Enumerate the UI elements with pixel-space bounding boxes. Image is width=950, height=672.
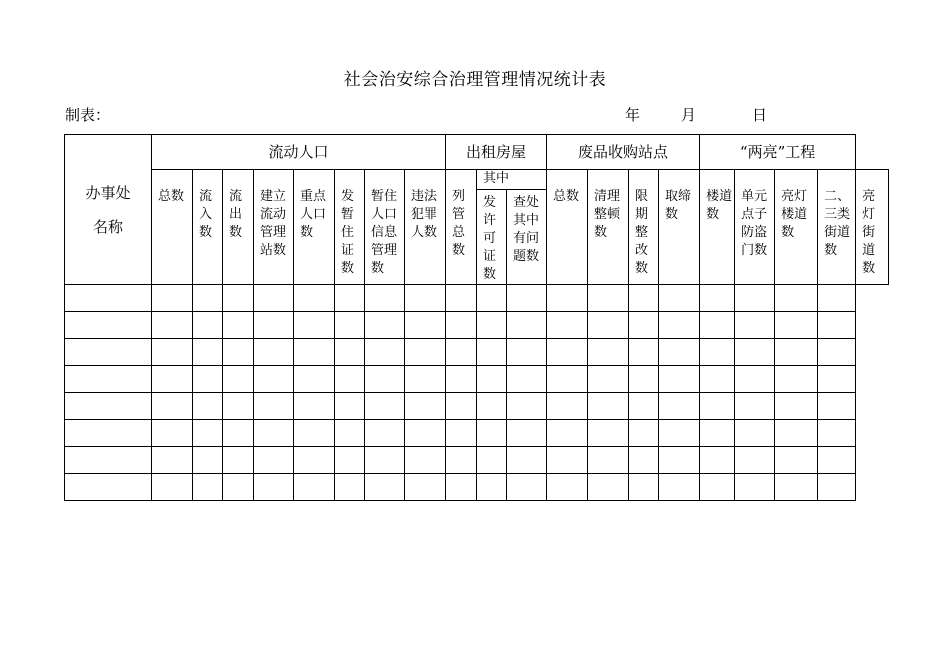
table-cell[interactable]	[775, 420, 818, 447]
table-cell[interactable]	[659, 420, 700, 447]
table-cell[interactable]	[700, 339, 735, 366]
table-cell[interactable]	[588, 312, 629, 339]
table-cell[interactable]	[335, 366, 365, 393]
table-cell[interactable]	[629, 366, 659, 393]
table-cell[interactable]	[735, 393, 775, 420]
header-sub-row	[65, 170, 889, 190]
table-cell[interactable]	[365, 420, 405, 447]
table-cell[interactable]	[735, 339, 775, 366]
table-cell[interactable]	[294, 474, 335, 501]
table-cell[interactable]	[700, 447, 735, 474]
table-cell[interactable]	[254, 339, 294, 366]
unit-name-cell[interactable]	[65, 420, 152, 447]
table-cell[interactable]	[223, 447, 254, 474]
table-cell[interactable]	[735, 366, 775, 393]
table-cell[interactable]	[629, 420, 659, 447]
table-cell[interactable]	[365, 339, 405, 366]
table-cell[interactable]	[659, 447, 700, 474]
table-cell[interactable]	[659, 285, 700, 312]
table-cell[interactable]	[588, 420, 629, 447]
table-body	[65, 285, 889, 501]
table-cell[interactable]	[294, 312, 335, 339]
table-cell[interactable]	[446, 339, 477, 366]
table-cell[interactable]	[775, 366, 818, 393]
table-cell[interactable]	[700, 474, 735, 501]
tabulator-label: 制表：	[65, 106, 111, 124]
unit-name-line1: 办事处	[85, 183, 131, 202]
table-cell[interactable]	[507, 420, 547, 447]
table-cell[interactable]	[152, 285, 193, 312]
table-cell[interactable]	[254, 285, 294, 312]
header-cell: 查处其中有问题数	[507, 190, 547, 285]
table-cell[interactable]	[735, 285, 775, 312]
table-cell[interactable]	[477, 312, 507, 339]
header-cell: 二、三类街道数	[818, 170, 856, 285]
table-cell[interactable]	[547, 339, 588, 366]
table-cell[interactable]	[223, 393, 254, 420]
unit-name-header	[65, 135, 152, 285]
unit-name-cell[interactable]	[65, 285, 152, 312]
table-cell[interactable]	[335, 285, 365, 312]
table-cell[interactable]	[294, 366, 335, 393]
unit-name-cell[interactable]	[65, 474, 152, 501]
table-cell[interactable]	[405, 474, 446, 501]
table-cell[interactable]	[588, 474, 629, 501]
table-cell[interactable]	[335, 312, 365, 339]
header-cell: 列管总数	[446, 170, 477, 285]
header-cell: 流入数	[193, 170, 223, 285]
table-cell[interactable]	[405, 312, 446, 339]
table-cell[interactable]	[365, 366, 405, 393]
table-row	[65, 285, 889, 312]
table-cell[interactable]	[700, 285, 735, 312]
unit-name-cell[interactable]	[65, 339, 152, 366]
table-cell[interactable]	[659, 393, 700, 420]
table-cell[interactable]	[152, 393, 193, 420]
table-cell[interactable]	[477, 366, 507, 393]
table-cell[interactable]	[193, 393, 223, 420]
header-cell: 清理整顿数	[588, 170, 629, 285]
table-cell[interactable]	[477, 339, 507, 366]
table-row	[65, 393, 889, 420]
table-cell[interactable]	[193, 420, 223, 447]
table-cell[interactable]	[254, 447, 294, 474]
header-group-row	[65, 135, 889, 170]
group-feipin: 废品收购站点	[547, 135, 700, 170]
header-cell: 亮灯街道数	[856, 170, 889, 285]
header-cell: 总数	[547, 170, 588, 285]
table-cell[interactable]	[152, 312, 193, 339]
table-cell[interactable]	[223, 339, 254, 366]
table-cell[interactable]	[588, 339, 629, 366]
table-cell[interactable]	[193, 339, 223, 366]
header-cell: 违法犯罪人数	[405, 170, 446, 285]
table-cell[interactable]	[405, 420, 446, 447]
table-cell[interactable]	[365, 474, 405, 501]
header-cell: 亮灯楼道数	[775, 170, 818, 285]
header-cell: 总数	[152, 170, 193, 285]
month-label: 月	[681, 106, 697, 124]
table-cell[interactable]	[193, 474, 223, 501]
table-row	[65, 312, 889, 339]
table-cell[interactable]	[700, 393, 735, 420]
table-cell[interactable]	[477, 420, 507, 447]
table-cell[interactable]	[588, 447, 629, 474]
table-cell[interactable]	[818, 420, 856, 447]
table-cell[interactable]	[818, 393, 856, 420]
table-cell[interactable]	[365, 393, 405, 420]
table-cell[interactable]	[223, 312, 254, 339]
table-cell[interactable]	[775, 447, 818, 474]
table-cell[interactable]	[547, 474, 588, 501]
table-row	[65, 366, 889, 393]
table-cell[interactable]	[335, 393, 365, 420]
table-cell[interactable]	[477, 474, 507, 501]
table-cell[interactable]	[254, 420, 294, 447]
table-cell[interactable]	[629, 339, 659, 366]
table-cell[interactable]	[507, 447, 547, 474]
table-cell[interactable]	[818, 312, 856, 339]
table-cell[interactable]	[152, 339, 193, 366]
table-cell[interactable]	[547, 366, 588, 393]
table-row	[65, 420, 889, 447]
table-cell[interactable]	[659, 366, 700, 393]
header-cell: 取缔数	[659, 170, 700, 285]
table-cell[interactable]	[446, 393, 477, 420]
header-cell: 暂住人口信息管理数	[365, 170, 405, 285]
table-cell[interactable]	[588, 285, 629, 312]
table-cell[interactable]	[775, 312, 818, 339]
table-cell[interactable]	[152, 366, 193, 393]
table-cell[interactable]	[659, 312, 700, 339]
table-cell[interactable]	[588, 366, 629, 393]
table-cell[interactable]	[152, 474, 193, 501]
header-cell: 流出数	[223, 170, 254, 285]
table-cell[interactable]	[818, 285, 856, 312]
table-cell[interactable]	[477, 393, 507, 420]
table-cell[interactable]	[735, 474, 775, 501]
table-cell[interactable]	[405, 339, 446, 366]
table-cell[interactable]	[775, 474, 818, 501]
table-cell[interactable]	[335, 447, 365, 474]
table-cell[interactable]	[446, 447, 477, 474]
group-chuzu: 出租房屋	[446, 135, 547, 170]
table-cell[interactable]	[818, 339, 856, 366]
table-cell[interactable]	[507, 339, 547, 366]
table-cell[interactable]	[700, 420, 735, 447]
table-cell[interactable]	[365, 447, 405, 474]
table-cell[interactable]	[588, 393, 629, 420]
table-cell[interactable]	[446, 312, 477, 339]
qizhong-header: 其中	[477, 170, 547, 190]
table-cell[interactable]	[335, 474, 365, 501]
table-cell[interactable]	[775, 339, 818, 366]
table-cell[interactable]	[547, 420, 588, 447]
table-cell[interactable]	[629, 393, 659, 420]
table-cell[interactable]	[507, 474, 547, 501]
table-cell[interactable]	[735, 447, 775, 474]
table-cell[interactable]	[405, 393, 446, 420]
table-cell[interactable]	[365, 312, 405, 339]
table-cell[interactable]	[507, 312, 547, 339]
day-label: 日	[752, 106, 768, 124]
table-cell[interactable]	[735, 312, 775, 339]
group-lianglian: “两亮”工程	[700, 135, 856, 170]
table-cell[interactable]	[223, 474, 254, 501]
table-cell[interactable]	[547, 447, 588, 474]
table-cell[interactable]	[335, 420, 365, 447]
table-cell[interactable]	[629, 312, 659, 339]
table-cell[interactable]	[193, 447, 223, 474]
table-cell[interactable]	[335, 339, 365, 366]
table-row	[65, 447, 889, 474]
table-cell[interactable]	[446, 420, 477, 447]
table-cell[interactable]	[365, 285, 405, 312]
table-cell[interactable]	[507, 393, 547, 420]
table-cell[interactable]	[223, 366, 254, 393]
table-row	[65, 339, 889, 366]
table-cell[interactable]	[446, 285, 477, 312]
table-cell[interactable]	[446, 366, 477, 393]
unit-name-cell[interactable]	[65, 447, 152, 474]
table-cell[interactable]	[700, 366, 735, 393]
table-cell[interactable]	[254, 474, 294, 501]
header-cell: 限期整改数	[629, 170, 659, 285]
table-cell[interactable]	[446, 474, 477, 501]
table-cell[interactable]	[405, 366, 446, 393]
table-cell[interactable]	[294, 420, 335, 447]
table-cell[interactable]	[629, 447, 659, 474]
unit-name-cell[interactable]	[65, 312, 152, 339]
table-row	[65, 474, 889, 501]
statistics-table	[64, 134, 889, 501]
table-cell[interactable]	[547, 285, 588, 312]
table-cell[interactable]	[775, 393, 818, 420]
year-label: 年	[625, 106, 641, 124]
table-cell[interactable]	[507, 366, 547, 393]
header-cell: 发许可证数	[477, 190, 507, 285]
unit-name-cell[interactable]	[65, 393, 152, 420]
unit-name-cell[interactable]	[65, 366, 152, 393]
table-cell[interactable]	[659, 339, 700, 366]
unit-name-line2: 名称	[92, 217, 123, 236]
group-liudong: 流动人口	[152, 135, 446, 170]
table-cell[interactable]	[735, 420, 775, 447]
page-title: 社会治安综合治理管理情况统计表	[343, 70, 607, 90]
table-cell[interactable]	[775, 285, 818, 312]
table-cell[interactable]	[193, 312, 223, 339]
table-cell[interactable]	[152, 447, 193, 474]
table-cell[interactable]	[294, 393, 335, 420]
table-cell[interactable]	[152, 420, 193, 447]
table-cell[interactable]	[405, 285, 446, 312]
table-cell[interactable]	[818, 474, 856, 501]
header-cell: 重点人口数	[294, 170, 335, 285]
table-cell[interactable]	[405, 447, 446, 474]
table-cell[interactable]	[629, 285, 659, 312]
table-cell[interactable]	[659, 474, 700, 501]
header-cell: 楼道数	[700, 170, 735, 285]
table-cell[interactable]	[700, 312, 735, 339]
table-cell[interactable]	[223, 420, 254, 447]
table-cell[interactable]	[294, 447, 335, 474]
table-cell[interactable]	[193, 285, 223, 312]
table-cell[interactable]	[294, 285, 335, 312]
table-cell[interactable]	[547, 393, 588, 420]
table-cell[interactable]	[547, 312, 588, 339]
header-cell: 单元点子防盗门数	[735, 170, 775, 285]
table-cell[interactable]	[507, 285, 547, 312]
table-cell[interactable]	[254, 366, 294, 393]
table-cell[interactable]	[629, 474, 659, 501]
table-cell[interactable]	[818, 447, 856, 474]
header-cell: 建立流动管理站数	[254, 170, 294, 285]
table-cell[interactable]	[254, 312, 294, 339]
table-cell[interactable]	[818, 366, 856, 393]
table-cell[interactable]	[294, 339, 335, 366]
table-cell[interactable]	[254, 393, 294, 420]
table-cell[interactable]	[223, 285, 254, 312]
table-cell[interactable]	[477, 285, 507, 312]
table-cell[interactable]	[477, 447, 507, 474]
header-cell: 发暂住证数	[335, 170, 365, 285]
table-cell[interactable]	[193, 366, 223, 393]
